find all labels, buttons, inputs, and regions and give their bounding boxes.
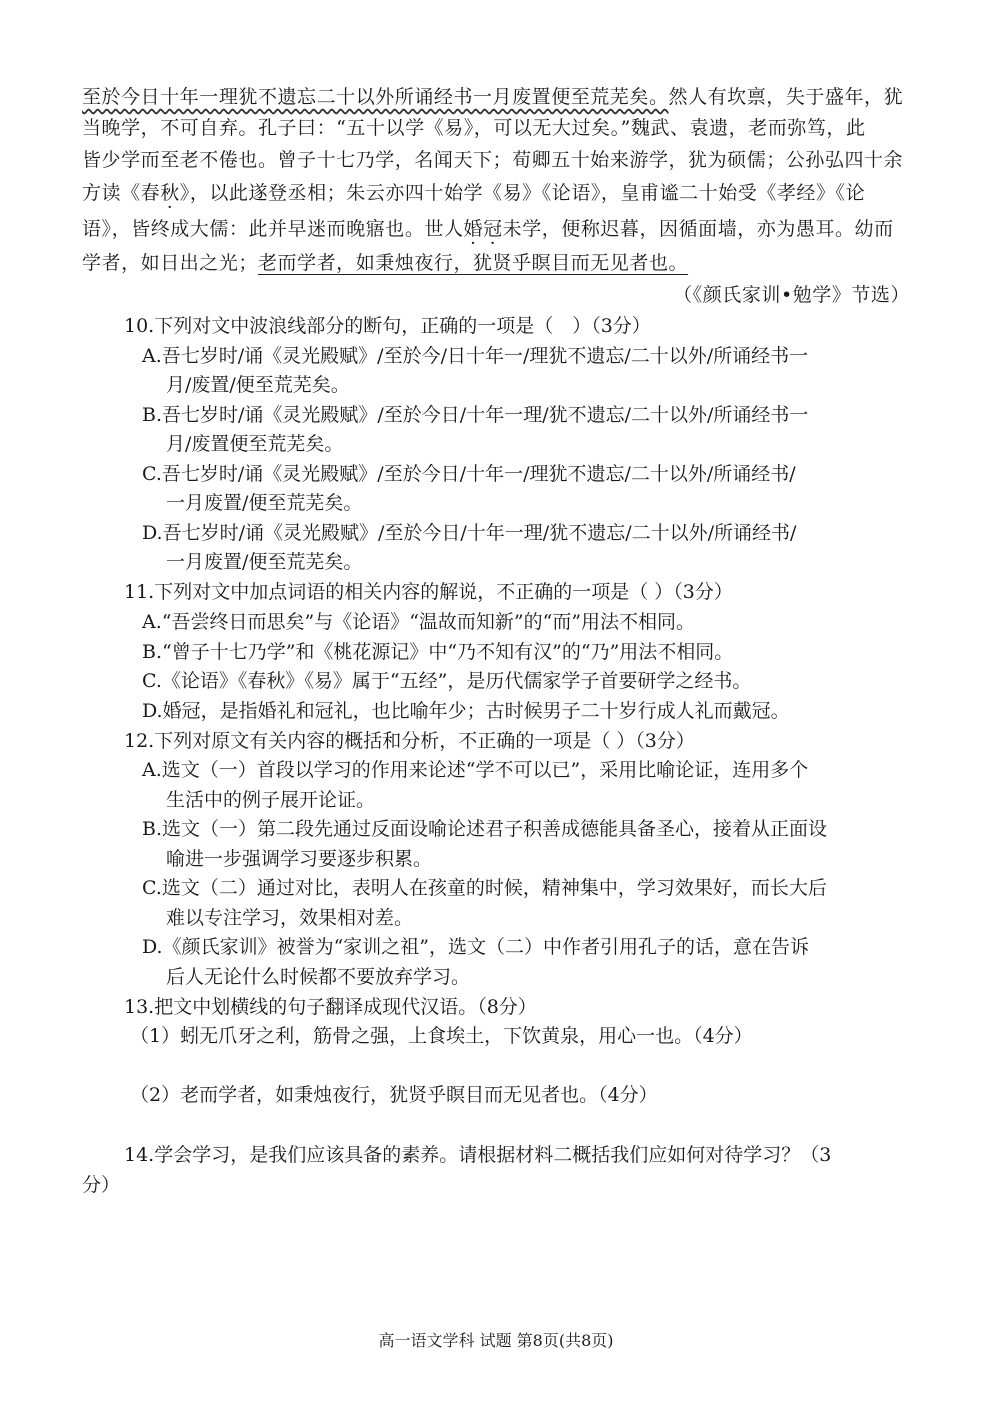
option-d-cont: 后人无论什么时候都不要放弃学习。 — [166, 966, 471, 988]
option-b: B.吾七岁时/诵《灵光殿赋》/至於今日/十年一理/犹不遗忘/二十以外/所诵经书一 — [142, 404, 809, 426]
option-a: A.“吾尝终日而思矣”与《论语》“温故而知新”的“而”用法不相同。 — [142, 611, 696, 633]
option-b-cont: 月/废置便至荒芜矣。 — [166, 433, 344, 455]
passage-line-4: 方读《春秋》，以此遂登丞相；朱云亦四十始学《易》《论语》，皇甫谧二十始受《孝经》《论 — [82, 182, 866, 204]
passage-line-1: 至於今日十年一理犹不遗忘二十以外所诵经书一月废置便至荒芜矣。然人有坎禀，失于盛年，犹 — [82, 86, 904, 108]
option-c: C.《论语》《春秋》《易》属于“五经”，是历代儒家学子首要研学之经书。 — [142, 670, 752, 692]
option-c-cont: 一月废置/便至荒芜矣。 — [166, 492, 363, 514]
sub-question-1: （1）蚓无爪牙之利，筋骨之强，上食埃土，下饮黄泉，用心一也。（4分） — [130, 1025, 753, 1047]
emphasis-dot-char: 秋 — [160, 182, 180, 204]
option-d-cont: 一月废置/便至荒芜矣。 — [166, 551, 363, 573]
passage-line-2: 当晚学，不可自弃。孔子曰：“五十以学《易》，可以无大过矣。”魏武、袁遗，老而弥笃，此 — [82, 117, 866, 139]
option-a-cont: 月/废置/便至荒芜矣。 — [166, 374, 350, 396]
passage-line-6: 学者，如日出之光；老而学者，如秉烛夜行，犹贤乎瞑目而无见者也。 — [82, 252, 689, 274]
option-c: C.吾七岁时/诵《灵光殿赋》/至於今日/十年一/理犹不遗忘/二十以外/所诵经书/ — [142, 463, 796, 485]
option-b-cont: 喻进一步强调学习要逐步积累。 — [166, 848, 433, 870]
passage-line-5: 语》，皆终成大儒：此并早迷而晚寤也。世人婚冠未学，便称迟暮，因循面墙，亦为愚耳。幼而 — [82, 218, 894, 240]
option-d: D.《颜氏家训》被誉为“家训之祖”，选文（二）中作者引用孔子的话，意在告诉 — [142, 936, 810, 958]
option-b: B.选文（一）第二段先通过反面设喻论述君子积善成德能具备圣心，接着从正面设 — [142, 818, 828, 840]
wavy-underlined-sentence: 至於今日十年一理犹不遗忘二十以外所诵经书一月废置便至荒芜矣。 — [82, 86, 669, 108]
underlined-sentence: 老而学者，如秉烛夜行，犹贤乎瞑目而无见者也。 — [257, 252, 689, 274]
question-stem: 13.把文中划横线的句子翻译成现代汉语。（8分） — [124, 996, 537, 1018]
page-footer: 高一语文学科 试题 第8页(共8页) — [378, 1331, 614, 1350]
option-d: D.婚冠，是指婚礼和冠礼，也比喻年少；古时候男子二十岁行成人礼而戴冠。 — [142, 700, 790, 722]
question-stem: 11.下列对文中加点词语的相关内容的解说，不正确的一项是（ ）（3分） — [124, 581, 733, 603]
option-c-cont: 难以专注学习，效果相对差。 — [166, 907, 414, 929]
option-b: B.“曾子十七乃学”和《桃花源记》中“乃不知有汉”的“乃”用法不相同。 — [142, 641, 734, 663]
option-a-cont: 生活中的例子展开论证。 — [166, 789, 376, 811]
question-stem-cont: 分） — [82, 1174, 121, 1196]
question-stem: 12.下列对原文有关内容的概括和分析，不正确的一项是（ ）（3分） — [124, 730, 695, 752]
passage-line-3: 皆少学而至老不倦也。曾子十七乃学，名闻天下；荀卿五十始来游学，犹为硕儒；公孙弘四十余 — [82, 149, 904, 171]
question-stem: 10.下列对文中波浪线部分的断句，正确的一项是（ ）（3分） — [124, 315, 651, 337]
passage-source: （《颜氏家训•勉学》节选） — [673, 284, 910, 306]
emphasis-dot-char: 冠 — [483, 218, 503, 240]
option-c: C.选文（二）通过对比，表明人在孩童的时候，精神集中，学习效果好，而长大后 — [142, 877, 827, 899]
emphasis-dot-char: 婚 — [463, 218, 484, 240]
option-a: A.吾七岁时/诵《灵光殿赋》/至於今/日十年一/理犹不遗忘/二十以外/所诵经书一 — [142, 345, 809, 367]
option-a: A.选文（一）首段以学习的作用来论述“学不可以已”，采用比喻论证，连用多个 — [142, 759, 809, 781]
sub-question-2: （2）老而学者，如秉烛夜行，犹贤乎瞑目而无见者也。（4分） — [130, 1084, 658, 1106]
question-stem: 14.学会学习，是我们应该具备的素养。请根据材料二概括我们应如何对待学习？（3 — [124, 1144, 832, 1166]
option-d: D.吾七岁时/诵《灵光殿赋》/至於今日/十年一理/犹不遗忘/二十以外/所诵经书/ — [142, 522, 797, 544]
